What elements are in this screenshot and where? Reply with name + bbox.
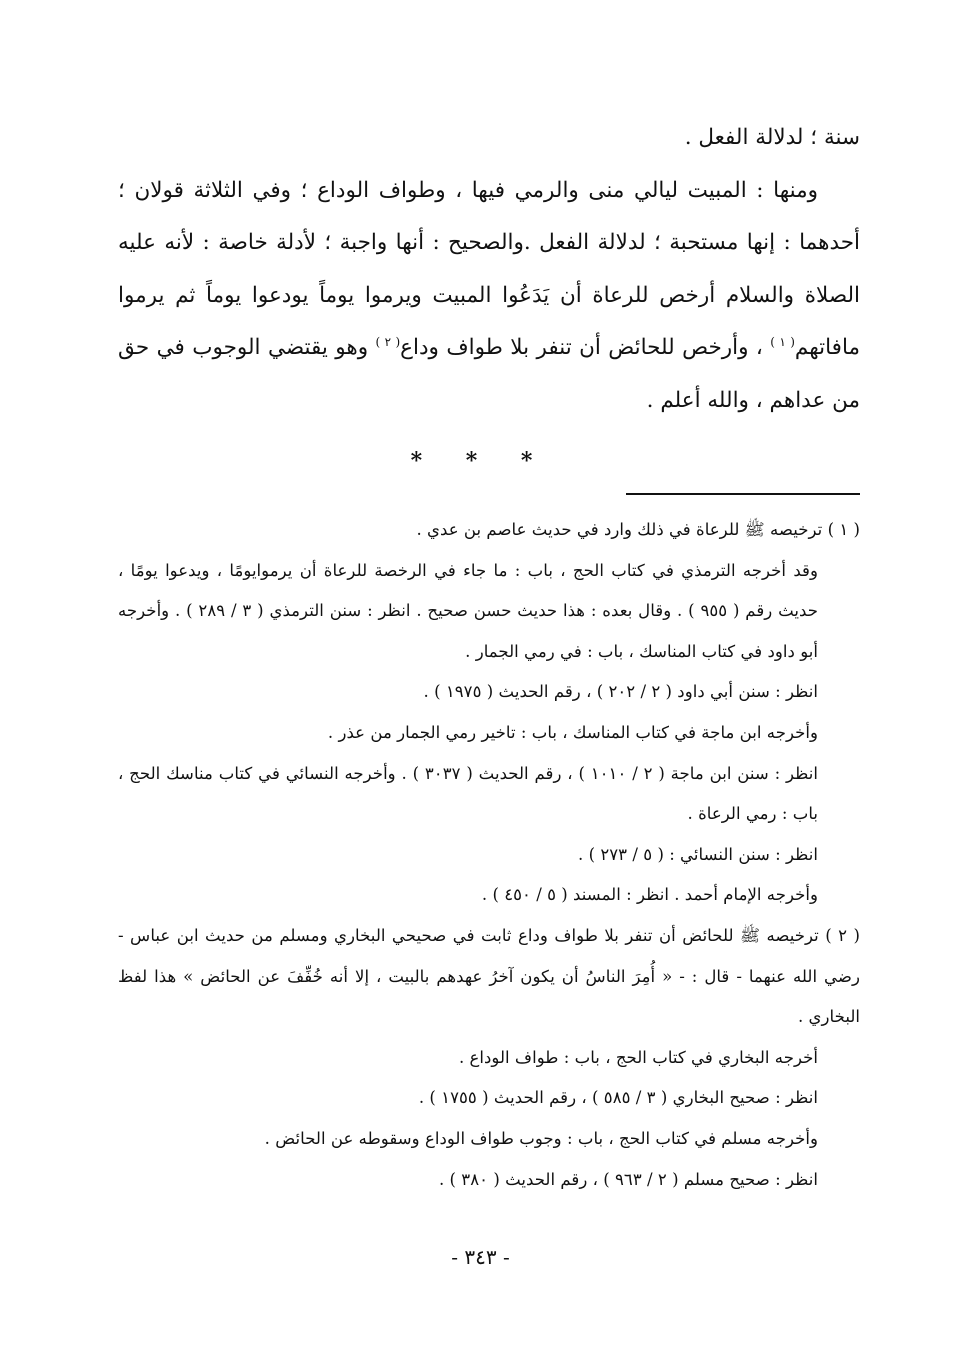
main-paragraph-2-part-c: وهو يقتضي الوجوب في حق من عداهم ، والله أعلم .: [118, 335, 860, 413]
footnote-1-line-5: انظر : سنن ابن ماجة ( ٢ / ١٠١٠ ) ، رقم الحديث ( ٣٠٣٧ ) . وأخرجه النسائي في كتاب مناسك الحج ، باب : رمي الرعاة .: [118, 763, 818, 824]
footnote-2-line-2: أخرجه البخاري في كتاب الحج ، باب : طواف الوداع .: [458, 1047, 818, 1067]
footnote-1-line-2: وقد أخرجه الترمذي في كتاب الحج ، باب : ما جاء في الرخصة للرعاة أن يرموايومًا ، ويدعوا يومًا ، حديث رقم ( ٩٥٥ ) . وقال بعده : هذا حديث حسن صحيح . انظر : سنن الترمذي ( ٣ / ٢٨٩ ) . وأخرجه أبو داود في كتاب المناسك ، باب : في رمي الجمار .: [118, 560, 819, 661]
section-separator-stars: * * *: [410, 448, 551, 474]
footnote-1-line-6: انظر : سنن النسائي : ( ٥ / ٢٧٣ ) .: [578, 844, 818, 864]
main-paragraph-2: [118, 165, 860, 428]
footnote-2-line-1: ( ٢ ) ترخيصه ﷺ للحائض أن تنفر بلا طواف وداع ثابت في صحيحي البخاري ومسلم من حديث ابن عباس - رضي الله عنهما - قال : - « أُمِرَ الناسُ أن يكون آخرُ عهدهم بالبيت ، إلا أنه خُفِّفَ عن الحائض » هذا لفظ البخاري .: [118, 925, 861, 1027]
footnote-1-line-1: ( ١ ) ترخيصه ﷺ للرعاة في ذلك وارد في حديث عاصم بن عدي .: [416, 520, 860, 539]
main-line-1: سنة ؛ لدلالة الفعل .: [684, 125, 860, 150]
footnote-1-line-3: انظر : سنن أبي داود ( ٢ / ٢٠٢ ) ، رقم الحديث ( ١٩٧٥ ) .: [423, 682, 818, 702]
footnote-2-line-4: وأخرجه مسلم في كتاب الحج ، باب : وجوب طواف الوداع وسقوطه عن الحائض .: [264, 1128, 818, 1148]
footnote-ref-1: ( ١ ): [770, 334, 795, 349]
footnote-2-line-3: انظر : صحيح البخاري ( ٣ / ٥٨٥ ) ، رقم الحديث ( ١٧٥٥ ) .: [418, 1088, 818, 1108]
footnote-ref-2: ( ٢ ): [375, 334, 401, 349]
footnote-divider: [626, 493, 860, 495]
footnote-1-line-7: وأخرجه الإمام أحمد . انظر : المسند ( ٥ / ٤٥٠ ) .: [481, 885, 818, 905]
footnotes: [118, 510, 860, 1200]
page-number: - ٣٤٣ -: [451, 1245, 510, 1269]
main-paragraph-2-part-a: ومنها : المبيت ليالي منى والرمي فيها ، وطواف الوداع ؛ وفي الثلاثة قولان ؛ أحدهما : إنها مستحبة ؛ لدلالة الفعل .والصحيح : أنها واجبة ؛ لأدلة خاصة : لأنه عليه الصلاة والسلام أرخص للرعاة أن يَدَعُوا المبيت ويرموا يوماً يودعوا يوماً ثم يرموا مافاتهم: [118, 177, 861, 360]
footnote-2-line-5: انظر : صحيح مسلم ( ٢ / ٩٦٣ ) ، رقم الحديث ( ٣٨٠ ) .: [438, 1169, 818, 1189]
main-paragraph-2-part-b: ، وأرخص للحائض أن تنفر بلا طواف وداع: [400, 335, 771, 360]
main-text: [118, 112, 860, 427]
footnote-1-line-4: وأخرجه ابن ماجة في كتاب المناسك ، باب : تاخير رمي الجمار من عذر .: [327, 722, 818, 742]
